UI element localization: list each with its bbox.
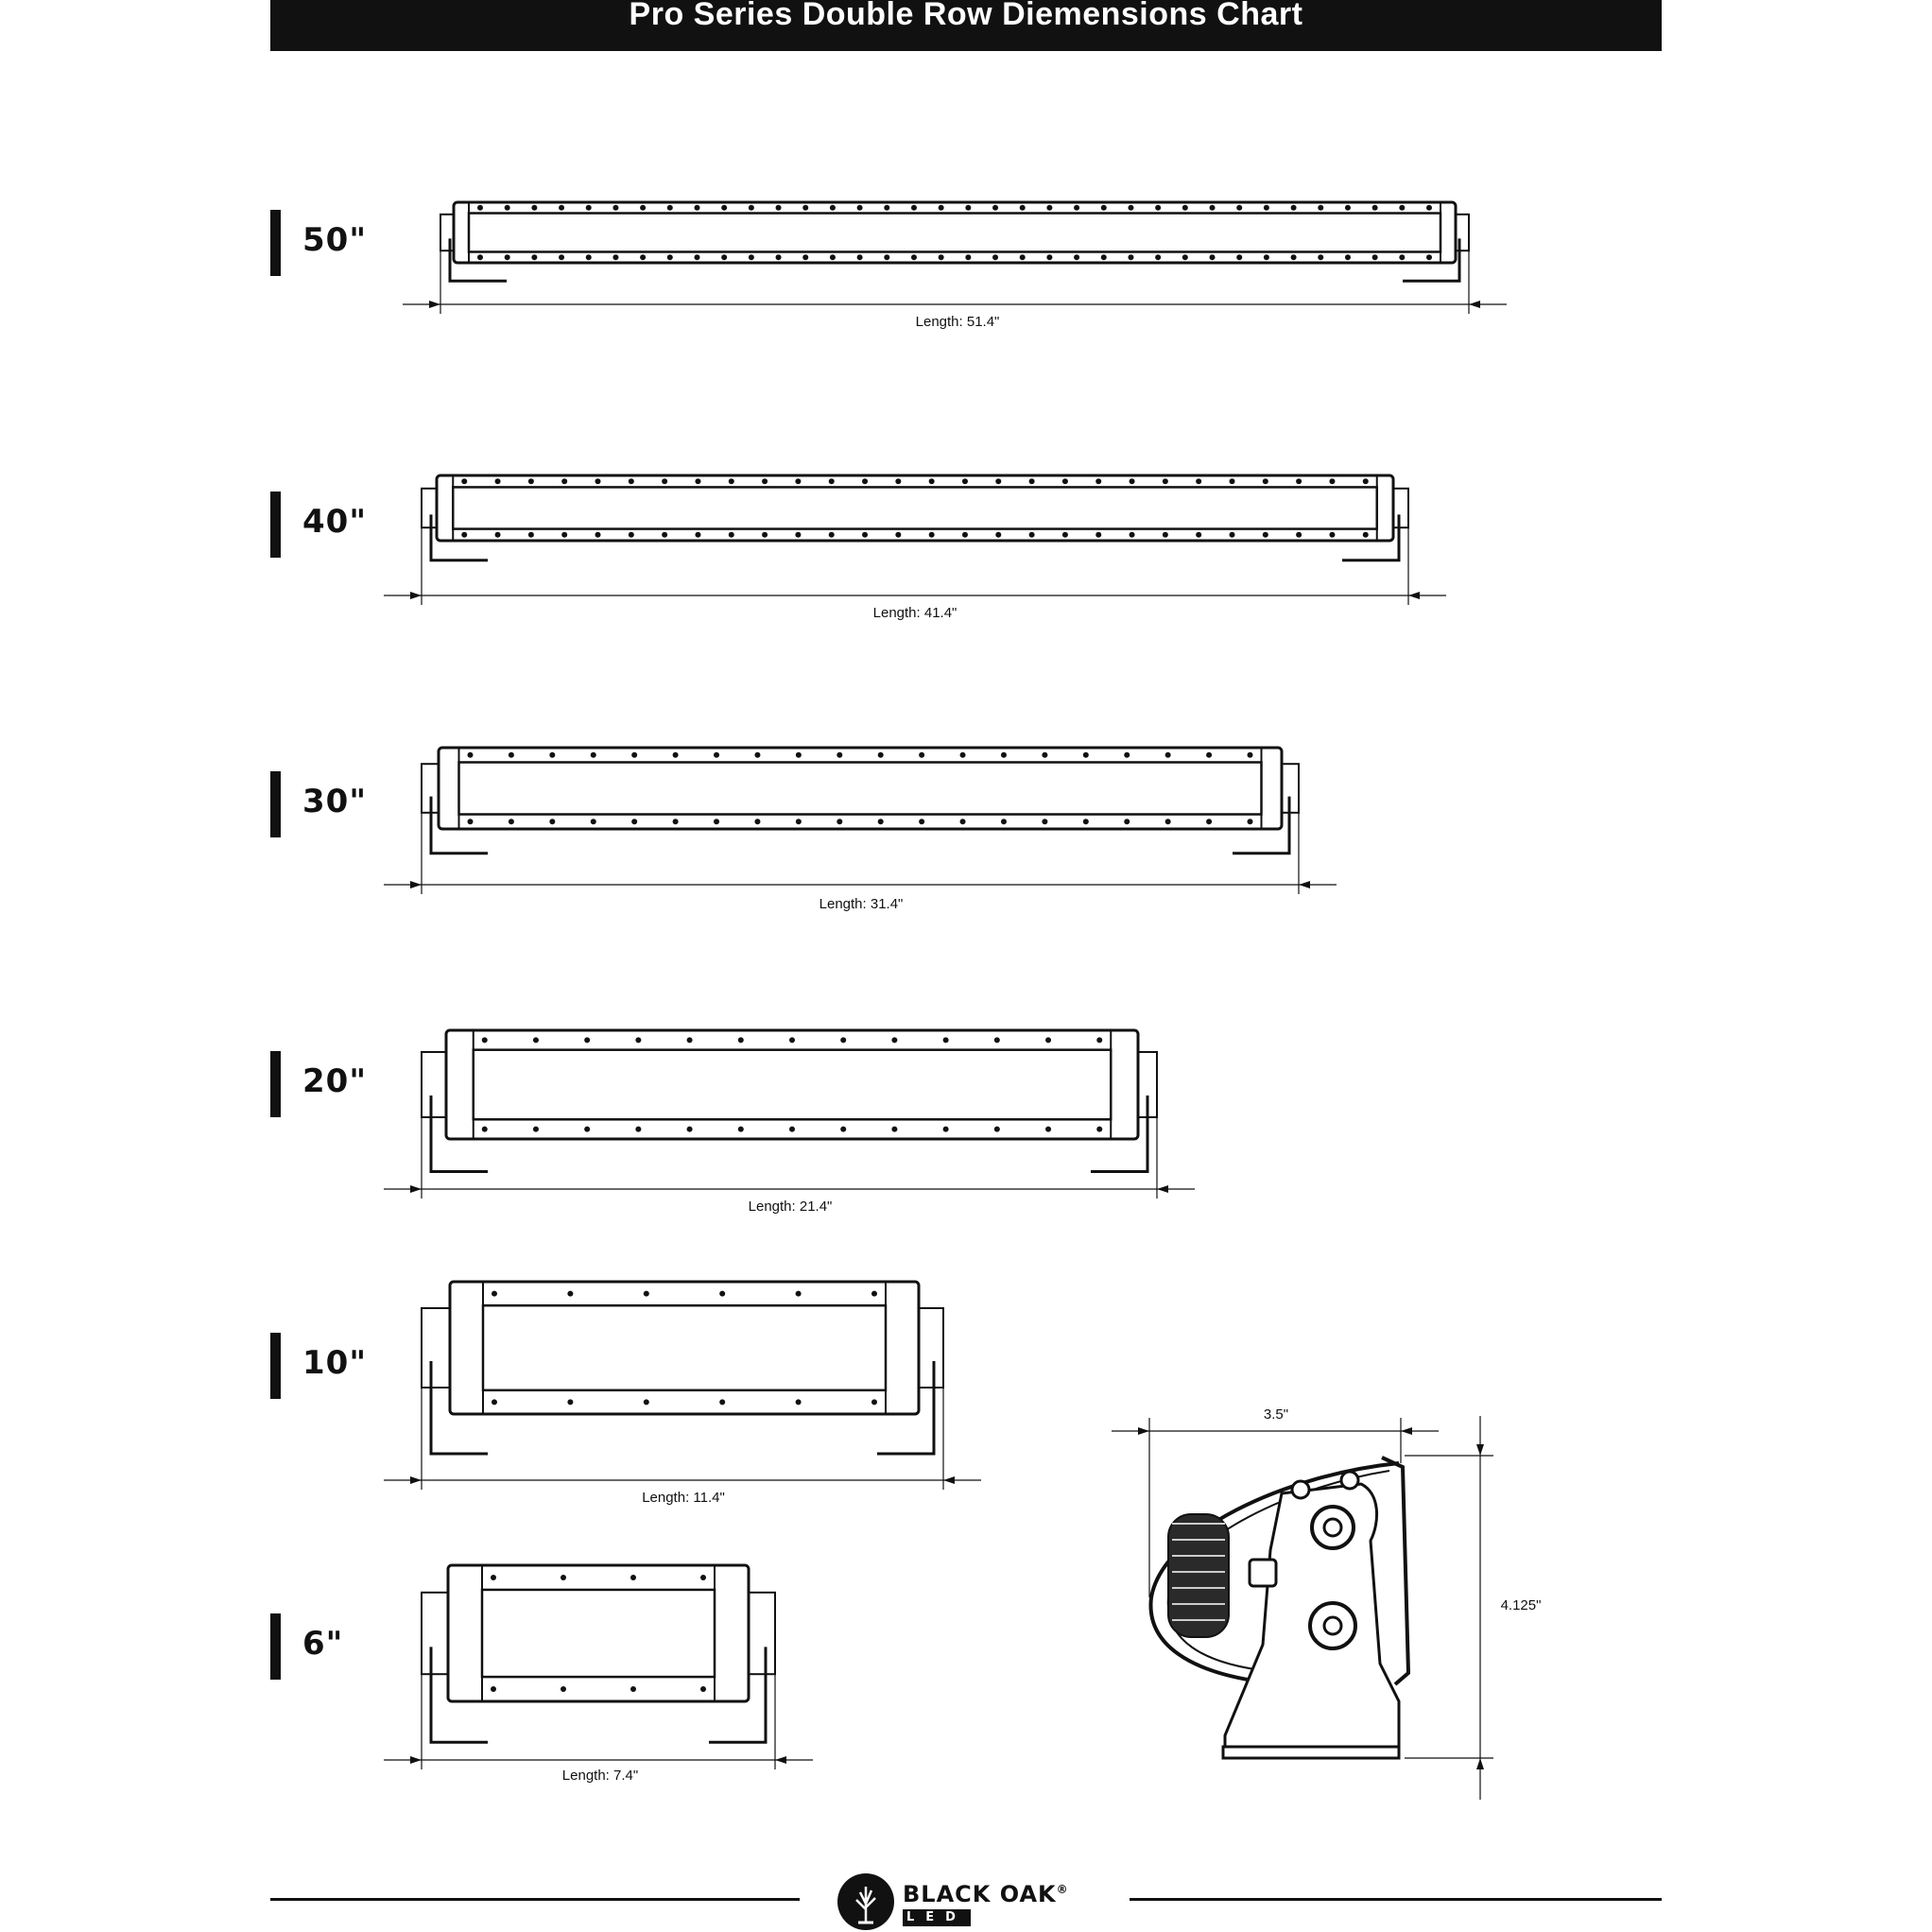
length-label-20: Length: 21.4" <box>748 1199 833 1215</box>
bar-40-led-bottom <box>1263 532 1268 538</box>
bar-20-led-top <box>482 1037 488 1043</box>
length-label-10: Length: 11.4" <box>642 1490 725 1506</box>
bar-20-led-bottom <box>687 1127 693 1132</box>
side-view-adjuster <box>1250 1560 1276 1586</box>
bar-30-led-top <box>549 752 555 758</box>
bar-20-led-bottom <box>840 1127 846 1132</box>
bar-40-led-top <box>595 478 601 484</box>
bar-20-led-bottom <box>533 1127 539 1132</box>
length-label-30: Length: 31.4" <box>819 896 904 912</box>
bar-10-led-bottom <box>492 1399 497 1405</box>
bar-10-mount-left <box>422 1308 450 1388</box>
bar-50-led-top <box>776 205 782 211</box>
brand-sub: LED <box>903 1909 971 1926</box>
length-label-50: Length: 51.4" <box>915 314 1000 330</box>
bar-50-housing <box>454 202 1456 263</box>
bar-40-led-top <box>995 478 1001 484</box>
bar-10-arrow-left <box>410 1476 422 1484</box>
bar-10-led-top <box>871 1291 877 1297</box>
bar-50-led-bottom <box>1426 254 1432 260</box>
bar-30-lens <box>459 762 1262 814</box>
bar-20-led-top <box>635 1037 641 1043</box>
bar-10-led-bottom <box>871 1399 877 1405</box>
bar-40-housing <box>437 475 1393 541</box>
bar-10-arrow-right <box>943 1476 955 1484</box>
bar-10-led-top <box>719 1291 725 1297</box>
bar-50-led-top <box>1182 205 1188 211</box>
bar-30-led-bottom <box>878 819 884 824</box>
bar-6-led-bottom <box>491 1686 496 1692</box>
bar-40-led-top <box>561 478 567 484</box>
bar-50-led-top <box>884 205 889 211</box>
bar-40-led-top <box>1163 478 1168 484</box>
bar-20-housing <box>446 1030 1138 1139</box>
bar-6-led-top <box>700 1575 706 1580</box>
bar-40-led-top <box>895 478 901 484</box>
bar-40-led-top <box>495 478 501 484</box>
oak-tree-logo-icon <box>836 1872 896 1932</box>
bar-40-led-top <box>762 478 768 484</box>
bar-40-led-top <box>1263 478 1268 484</box>
bar-20-led-top <box>943 1037 949 1043</box>
bar-40-foot-right <box>1342 514 1399 560</box>
bar-50-led-bottom <box>1046 254 1052 260</box>
bar-40-led-top <box>1296 478 1302 484</box>
bar-6-mount-right <box>749 1593 775 1674</box>
side-view-bolt-b <box>1341 1472 1358 1489</box>
bar-50-led-top <box>1264 205 1269 211</box>
bar-20-led-top <box>840 1037 846 1043</box>
bar-30-led-bottom <box>673 819 679 824</box>
bar-50-led-top <box>857 205 863 211</box>
bar-50-led-bottom <box>965 254 971 260</box>
side-view-width-arrow-right <box>1401 1427 1412 1435</box>
bar-6-led-bottom <box>630 1686 636 1692</box>
bar-50-led-bottom <box>1020 254 1026 260</box>
length-label-40: Length: 41.4" <box>872 605 957 621</box>
bar-30-led-top <box>673 752 679 758</box>
bar-30-led-bottom <box>1165 819 1171 824</box>
bar-30-led-top <box>591 752 596 758</box>
side-view-height-arrow-top <box>1476 1444 1484 1456</box>
bar-50-led-bottom <box>1236 254 1242 260</box>
bar-40-arrow-left <box>410 592 422 599</box>
bar-50-led-bottom <box>884 254 889 260</box>
bar-10-led-bottom <box>719 1399 725 1405</box>
bar-40-mount-left <box>422 489 437 527</box>
bar-40-led-bottom <box>495 532 501 538</box>
size-label-20: 20" <box>302 1062 368 1100</box>
bar-30-led-bottom <box>1124 819 1130 824</box>
bar-50-led-bottom <box>640 254 646 260</box>
bar-50-led-top <box>640 205 646 211</box>
bar-20-led-top <box>1045 1037 1051 1043</box>
chart-title: Pro Series Double Row Diemensions Chart <box>270 0 1662 51</box>
bar-30-led-top <box>714 752 719 758</box>
bar-20-led-bottom <box>891 1127 897 1132</box>
bar-50-led-top <box>1318 205 1323 211</box>
bar-40-mount-right <box>1393 489 1408 527</box>
size-label-10: 10" <box>302 1344 368 1382</box>
bar-50-led-top <box>939 205 944 211</box>
bar-40-foot-left <box>431 514 488 560</box>
bar-50-led-bottom <box>1182 254 1188 260</box>
bar-40-led-bottom <box>1196 532 1201 538</box>
bar-40-led-top <box>829 478 835 484</box>
bar-50-led-top <box>992 205 998 211</box>
bar-50-led-bottom <box>749 254 754 260</box>
bar-40-led-bottom <box>1229 532 1234 538</box>
bar-40-led-top <box>929 478 935 484</box>
bar-40-led-bottom <box>561 532 567 538</box>
bar-50-led-top <box>477 205 483 211</box>
bar-40-led-bottom <box>1130 532 1135 538</box>
bar-50-led-bottom <box>992 254 998 260</box>
bar-10-led-bottom <box>567 1399 573 1405</box>
bar-50-led-top <box>965 205 971 211</box>
bar-40-led-bottom <box>1029 532 1035 538</box>
bar-50-led-top <box>830 205 836 211</box>
bar-40-led-bottom <box>662 532 667 538</box>
bar-40-led-top <box>695 478 700 484</box>
bar-50-led-bottom <box>612 254 618 260</box>
bar-20-led-top <box>533 1037 539 1043</box>
bar-50-led-top <box>1236 205 1242 211</box>
bar-50-led-bottom <box>1345 254 1351 260</box>
size-label-40: 40" <box>302 503 368 541</box>
side-view-front-face <box>1382 1458 1408 1684</box>
bar-50-led-top <box>911 205 917 211</box>
bar-30-led-top <box>754 752 760 758</box>
bar-50-led-bottom <box>531 254 537 260</box>
bar-40-led-bottom <box>528 532 534 538</box>
bar-40-led-top <box>1229 478 1234 484</box>
bar-50-led-bottom <box>939 254 944 260</box>
bar-30-led-top <box>509 752 514 758</box>
bar-50-led-top <box>1046 205 1052 211</box>
bar-40-lens <box>453 487 1377 528</box>
bar-50-led-top <box>1291 205 1297 211</box>
bar-50-led-bottom <box>667 254 673 260</box>
bar-40-arrow-right <box>1408 592 1420 599</box>
bar-40-led-bottom <box>595 532 601 538</box>
bar-50-mount-left <box>440 215 454 250</box>
bar-30-led-bottom <box>960 819 966 824</box>
bar-30-led-top <box>468 752 474 758</box>
bar-6-led-bottom <box>561 1686 566 1692</box>
bar-10-foot-left <box>431 1361 488 1454</box>
bar-40-led-top <box>862 478 868 484</box>
bar-50-led-top <box>1074 205 1079 211</box>
bar-6-lens <box>482 1590 715 1677</box>
bar-40-led-bottom <box>762 532 768 538</box>
side-view-width-arrow-left <box>1138 1427 1149 1435</box>
bar-40-led-top <box>1196 478 1201 484</box>
bar-20-foot-left <box>431 1095 488 1172</box>
bar-50-led-bottom <box>505 254 510 260</box>
bar-20-led-top <box>891 1037 897 1043</box>
bar-20-led-top <box>687 1037 693 1043</box>
bar-30-led-top <box>1248 752 1253 758</box>
bar-20-led-bottom <box>943 1127 949 1132</box>
bar-30-led-top <box>960 752 966 758</box>
length-label-6: Length: 7.4" <box>561 1768 639 1784</box>
size-label-6: 6" <box>302 1625 344 1663</box>
bar-30-led-top <box>1042 752 1047 758</box>
bar-40-led-bottom <box>929 532 935 538</box>
side-view-knob-lower-center <box>1324 1617 1341 1634</box>
bar-50-led-bottom <box>1318 254 1323 260</box>
bar-6-led-bottom <box>700 1686 706 1692</box>
bar-50-led-top <box>612 205 618 211</box>
bar-40-led-top <box>795 478 801 484</box>
bar-50-led-top <box>531 205 537 211</box>
bar-10-led-bottom <box>796 1399 802 1405</box>
bar-50-led-top <box>1020 205 1026 211</box>
bar-6-foot-left <box>431 1647 488 1742</box>
bar-50-led-bottom <box>1399 254 1405 260</box>
bar-40-led-bottom <box>1329 532 1335 538</box>
bar-50-led-bottom <box>1128 254 1133 260</box>
bar-30-led-bottom <box>591 819 596 824</box>
bar-50-led-bottom <box>911 254 917 260</box>
bar-40-led-bottom <box>895 532 901 538</box>
bar-40-led-top <box>1029 478 1035 484</box>
bar-20-led-top <box>789 1037 795 1043</box>
bar-40-led-top <box>1095 478 1101 484</box>
footer-line-left <box>270 1898 800 1901</box>
bar-10-led-top <box>644 1291 649 1297</box>
bar-10-led-top <box>567 1291 573 1297</box>
bar-40-led-top <box>1363 478 1369 484</box>
bar-40-led-bottom <box>995 532 1001 538</box>
bar-20-led-bottom <box>584 1127 590 1132</box>
bar-40-led-top <box>629 478 634 484</box>
bar-6-housing <box>448 1565 749 1701</box>
bar-50-led-top <box>1155 205 1161 211</box>
bar-40-led-top <box>1329 478 1335 484</box>
bar-6-arrow-right <box>775 1756 786 1764</box>
bar-50-led-bottom <box>857 254 863 260</box>
brand-name: BLACK OAK® <box>903 1881 1069 1907</box>
side-height-label: 4.125" <box>1500 1597 1542 1613</box>
side-view-knob-upper-center <box>1324 1519 1341 1536</box>
bar-10-lens <box>483 1305 886 1390</box>
bar-50-led-bottom <box>721 254 727 260</box>
bar-6-led-top <box>630 1575 636 1580</box>
bar-50-led-bottom <box>1155 254 1161 260</box>
bar-20-led-bottom <box>738 1127 744 1132</box>
bar-50-led-top <box>721 205 727 211</box>
bar-50-led-top <box>1210 205 1216 211</box>
size-label-30: 30" <box>302 783 368 820</box>
bar-30-housing <box>439 748 1282 829</box>
bar-40-led-bottom <box>795 532 801 538</box>
bar-50-led-top <box>667 205 673 211</box>
bar-6-led-top <box>491 1575 496 1580</box>
bar-50-led-bottom <box>1372 254 1378 260</box>
bar-50-led-bottom <box>586 254 592 260</box>
bar-50-led-bottom <box>776 254 782 260</box>
bar-50-mount-right <box>1456 215 1469 250</box>
footer-line-right <box>1130 1898 1662 1901</box>
bar-50-led-top <box>1128 205 1133 211</box>
bar-10-mount-right <box>919 1308 943 1388</box>
bar-50-led-bottom <box>830 254 836 260</box>
bar-30-led-bottom <box>796 819 802 824</box>
bar-20-led-bottom <box>1045 1127 1051 1132</box>
bar-30-led-top <box>796 752 802 758</box>
bar-6-foot-right <box>709 1647 766 1742</box>
bar-30-arrow-right <box>1299 881 1310 888</box>
bar-30-led-bottom <box>1001 819 1007 824</box>
size-label-50: 50" <box>302 221 368 259</box>
bar-20-led-bottom <box>1096 1127 1102 1132</box>
bar-50-foot-right <box>1403 238 1459 281</box>
bar-50-led-bottom <box>1101 254 1107 260</box>
bar-30-led-bottom <box>549 819 555 824</box>
bar-50-led-top <box>1372 205 1378 211</box>
bar-30-led-top <box>878 752 884 758</box>
bar-30-led-top <box>1124 752 1130 758</box>
bar-40-led-bottom <box>862 532 868 538</box>
bar-30-led-bottom <box>714 819 719 824</box>
bar-20-arrow-left <box>410 1185 422 1193</box>
bar-40-led-top <box>729 478 734 484</box>
bar-40-led-top <box>662 478 667 484</box>
bar-50-led-top <box>505 205 510 211</box>
side-view-heatsink <box>1168 1514 1229 1637</box>
bar-50-led-top <box>802 205 808 211</box>
bar-50-led-bottom <box>1210 254 1216 260</box>
side-view-base-plate <box>1223 1747 1399 1758</box>
bar-30-led-bottom <box>754 819 760 824</box>
bar-40-led-bottom <box>695 532 700 538</box>
bar-40-led-top <box>528 478 534 484</box>
bar-50-led-bottom <box>694 254 699 260</box>
bar-20-lens <box>474 1050 1112 1120</box>
bar-40-led-bottom <box>1062 532 1068 538</box>
bar-10-led-bottom <box>644 1399 649 1405</box>
bar-20-led-top <box>1096 1037 1102 1043</box>
bar-50-led-top <box>1101 205 1107 211</box>
bar-50-led-top <box>1399 205 1405 211</box>
bar-30-led-top <box>1206 752 1212 758</box>
bar-30-led-bottom <box>1083 819 1089 824</box>
bar-20-led-bottom <box>635 1127 641 1132</box>
bar-20-led-top <box>994 1037 1000 1043</box>
bar-6-led-top <box>561 1575 566 1580</box>
bar-50-led-bottom <box>802 254 808 260</box>
bar-20-led-top <box>584 1037 590 1043</box>
bar-50-led-top <box>694 205 699 211</box>
bar-30-led-bottom <box>1248 819 1253 824</box>
bar-10-led-top <box>492 1291 497 1297</box>
bar-40-led-bottom <box>461 532 467 538</box>
bar-30-led-bottom <box>919 819 924 824</box>
bar-40-led-top <box>962 478 968 484</box>
bar-20-led-bottom <box>482 1127 488 1132</box>
bar-20-arrow-right <box>1157 1185 1168 1193</box>
bar-50-led-top <box>749 205 754 211</box>
bar-30-led-bottom <box>631 819 637 824</box>
bar-20-led-bottom <box>789 1127 795 1132</box>
bar-30-led-top <box>1165 752 1171 758</box>
bar-30-arrow-left <box>410 881 422 888</box>
bar-30-led-bottom <box>1042 819 1047 824</box>
bar-50-led-top <box>1345 205 1351 211</box>
bar-40-led-bottom <box>1363 532 1369 538</box>
bar-40-led-bottom <box>1095 532 1101 538</box>
bar-40-led-bottom <box>1296 532 1302 538</box>
bar-40-led-bottom <box>829 532 835 538</box>
side-view-height-arrow-bottom <box>1476 1758 1484 1769</box>
bar-40-led-bottom <box>729 532 734 538</box>
bar-30-led-bottom <box>509 819 514 824</box>
bar-40-led-top <box>1062 478 1068 484</box>
bar-50-arrow-left <box>429 301 440 308</box>
bar-50-arrow-right <box>1469 301 1480 308</box>
bar-30-led-top <box>1083 752 1089 758</box>
bar-40-led-bottom <box>962 532 968 538</box>
side-view-bolt-a <box>1292 1481 1309 1498</box>
bar-50-led-bottom <box>1291 254 1297 260</box>
bar-50-led-bottom <box>559 254 564 260</box>
bar-30-led-bottom <box>468 819 474 824</box>
bar-50-led-top <box>586 205 592 211</box>
bar-50-led-bottom <box>1264 254 1269 260</box>
bar-40-led-bottom <box>1163 532 1168 538</box>
bar-30-led-top <box>631 752 637 758</box>
side-width-label: 3.5" <box>1263 1406 1289 1423</box>
bar-30-led-bottom <box>1206 819 1212 824</box>
bar-50-led-top <box>559 205 564 211</box>
bar-6-arrow-left <box>410 1756 422 1764</box>
bar-10-housing <box>450 1282 919 1414</box>
bar-40-led-top <box>461 478 467 484</box>
bar-30-led-top <box>837 752 842 758</box>
bar-20-led-bottom <box>994 1127 1000 1132</box>
bar-30-led-bottom <box>837 819 842 824</box>
bar-40-led-top <box>1130 478 1135 484</box>
bar-50-foot-left <box>450 238 507 281</box>
bar-20-mount-left <box>422 1052 446 1117</box>
bar-6-mount-left <box>422 1593 448 1674</box>
bar-10-led-top <box>796 1291 802 1297</box>
bar-40-led-bottom <box>629 532 634 538</box>
bar-50-led-bottom <box>1074 254 1079 260</box>
bar-30-led-top <box>1001 752 1007 758</box>
bar-20-led-top <box>738 1037 744 1043</box>
bar-50-lens <box>469 214 1440 252</box>
bar-30-led-top <box>919 752 924 758</box>
bar-50-led-top <box>1426 205 1432 211</box>
bar-50-led-bottom <box>477 254 483 260</box>
